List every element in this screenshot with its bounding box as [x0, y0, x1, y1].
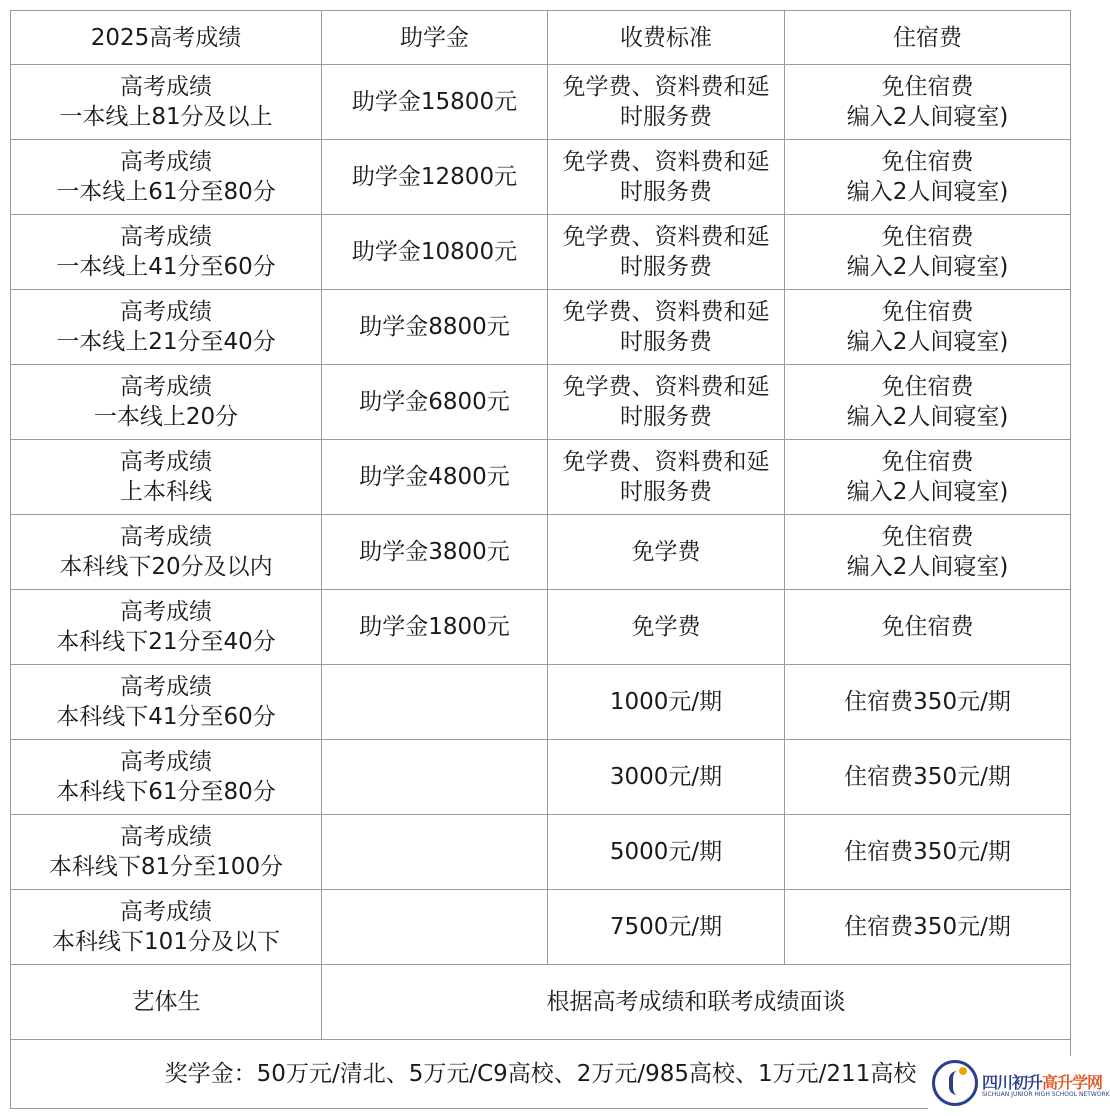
fee-cell [548, 440, 785, 515]
header-grant: 助学金 [322, 11, 548, 65]
lodging-text: 住宿费350元/期 [844, 689, 1011, 715]
score-line-2: 一本线上81分及以上 [59, 104, 273, 130]
scholarship-line: 奖学金：50万元/清北、5万元/C9高校、2万元/985高校、1万元/211高校 [164, 1061, 917, 1087]
score-line-1: 高考成绩 [120, 674, 212, 700]
art-label: 艺体生 [11, 965, 322, 1040]
fee-text: 1000元/期 [609, 689, 723, 715]
table-row [11, 665, 1071, 740]
fee-line-1: 免学费、资料费和延 [562, 449, 770, 475]
lodging-line-2: 编入2人间寝室) [846, 554, 1009, 580]
lodging-text: 住宿费350元/期 [844, 839, 1011, 865]
score-line-1: 高考成绩 [120, 524, 212, 550]
fee-text: 免学费 [631, 614, 701, 640]
score-line-1: 高考成绩 [120, 449, 212, 475]
fee-cell [548, 890, 785, 965]
lodging-text: 住宿费350元/期 [844, 764, 1011, 790]
fee-line-2: 时服务费 [620, 404, 712, 430]
table-row [11, 65, 1071, 140]
score-line-2: 本科线下20分及以内 [59, 554, 273, 580]
fee-cell [548, 290, 785, 365]
score-line-2: 一本线上21分至40分 [56, 329, 276, 355]
table-header-row [11, 11, 1071, 65]
table-row [11, 290, 1071, 365]
fee-table [10, 10, 1071, 1109]
grant-cell [322, 740, 548, 815]
score-line-1: 高考成绩 [120, 224, 212, 250]
fee-cell [548, 515, 785, 590]
score-line-1: 高考成绩 [120, 824, 212, 850]
table-row [11, 515, 1071, 590]
fee-cell [548, 665, 785, 740]
lodging-line-1: 免住宿费 [881, 299, 974, 325]
watermark-subtitle: SICHUAN JUNIOR HIGH SCHOOL NETWORK [982, 1091, 1110, 1098]
table-row [11, 440, 1071, 515]
watermark-title-b: 高升学网 [1042, 1073, 1103, 1092]
score-cell [11, 515, 322, 590]
watermark-title [982, 1070, 1102, 1093]
grant-text: 助学金10800元 [351, 239, 518, 265]
grant-cell [322, 515, 548, 590]
header-lodging: 住宿费 [785, 11, 1071, 65]
lodging-cell [785, 365, 1071, 440]
grant-cell [322, 590, 548, 665]
grant-cell [322, 290, 548, 365]
scholarship-text [11, 1040, 1071, 1109]
fee-line-2: 时服务费 [620, 179, 712, 205]
fee-cell [548, 815, 785, 890]
score-cell [11, 740, 322, 815]
lodging-line-1: 免住宿费 [881, 149, 974, 175]
lodging-cell [785, 665, 1071, 740]
table-row [11, 590, 1071, 665]
grant-text: 助学金15800元 [351, 89, 518, 115]
fee-line-2: 时服务费 [620, 254, 712, 280]
fee-line-2: 时服务费 [620, 479, 712, 505]
fee-line-2: 时服务费 [620, 104, 712, 130]
fee-text: 免学费 [631, 539, 701, 565]
score-line-2: 一本线上41分至60分 [56, 254, 276, 280]
score-line-2: 一本线上61分至80分 [56, 179, 276, 205]
lodging-line-2: 编入2人间寝室) [846, 179, 1009, 205]
lodging-line-1: 免住宿费 [881, 374, 974, 400]
fee-line-1: 免学费、资料费和延 [562, 74, 770, 100]
fee-text: 7500元/期 [609, 914, 723, 940]
table-row [11, 815, 1071, 890]
header-fee: 收费标准 [548, 11, 785, 65]
fee-cell [548, 365, 785, 440]
score-cell [11, 290, 322, 365]
score-cell [11, 440, 322, 515]
score-line-1: 高考成绩 [120, 599, 212, 625]
lodging-line-2: 编入2人间寝室) [846, 479, 1009, 505]
lodging-cell [785, 65, 1071, 140]
grant-cell [322, 815, 548, 890]
fee-cell [548, 215, 785, 290]
table-row [11, 140, 1071, 215]
grant-cell [322, 65, 548, 140]
watermark-title-a: 四川初升 [982, 1073, 1043, 1092]
score-line-1: 高考成绩 [120, 749, 212, 775]
grant-cell [322, 215, 548, 290]
table-row [11, 740, 1071, 815]
lodging-cell [785, 890, 1071, 965]
lodging-text: 免住宿费 [881, 614, 974, 640]
fee-line-1: 免学费、资料费和延 [562, 149, 770, 175]
lodging-cell [785, 140, 1071, 215]
score-line-2: 本科线下21分至40分 [56, 629, 276, 655]
score-line-1: 高考成绩 [120, 374, 212, 400]
lodging-text: 住宿费350元/期 [844, 914, 1011, 940]
fee-cell [548, 740, 785, 815]
score-cell [11, 665, 322, 740]
score-cell [11, 140, 322, 215]
fee-line-1: 免学费、资料费和延 [562, 224, 770, 250]
lodging-line-1: 免住宿费 [881, 524, 974, 550]
score-cell [11, 365, 322, 440]
lodging-cell [785, 515, 1071, 590]
art-row [11, 965, 1071, 1040]
lodging-line-1: 免住宿费 [881, 449, 974, 475]
watermark-logo [928, 1056, 1110, 1112]
grant-text: 助学金6800元 [359, 389, 510, 415]
score-line-1: 高考成绩 [120, 299, 212, 325]
fee-table-body [11, 11, 1071, 1109]
grant-cell [322, 440, 548, 515]
logo-dot-icon [959, 1067, 967, 1075]
score-cell [11, 65, 322, 140]
lodging-cell [785, 815, 1071, 890]
grant-cell [322, 890, 548, 965]
score-line-2: 一本线上20分 [93, 404, 239, 430]
lodging-line-1: 免住宿费 [881, 224, 974, 250]
grant-cell [322, 140, 548, 215]
score-cell [11, 890, 322, 965]
lodging-line-1: 免住宿费 [881, 74, 974, 100]
fee-text: 3000元/期 [609, 764, 723, 790]
fee-text: 5000元/期 [609, 839, 723, 865]
lodging-cell [785, 215, 1071, 290]
lodging-line-2: 编入2人间寝室) [846, 404, 1009, 430]
table-row [11, 365, 1071, 440]
score-cell [11, 215, 322, 290]
fee-line-1: 免学费、资料费和延 [562, 299, 770, 325]
grant-cell [322, 665, 548, 740]
logo-emblem-icon [932, 1060, 978, 1106]
lodging-line-2: 编入2人间寝室) [846, 329, 1009, 355]
score-line-1: 高考成绩 [120, 899, 212, 925]
art-note: 根据高考成绩和联考成绩面谈 [322, 965, 1071, 1040]
score-line-2: 本科线下61分至80分 [56, 779, 276, 805]
fee-line-2: 时服务费 [620, 329, 712, 355]
score-line-2: 本科线下41分至60分 [56, 704, 276, 730]
lodging-cell [785, 740, 1071, 815]
grant-cell [322, 365, 548, 440]
score-line-2: 上本科线 [120, 479, 212, 505]
grant-text: 助学金4800元 [359, 464, 510, 490]
fee-cell [548, 140, 785, 215]
header-score: 2025高考成绩 [11, 11, 322, 65]
score-line-1: 高考成绩 [120, 149, 212, 175]
grant-text: 助学金1800元 [359, 614, 510, 640]
grant-text: 助学金3800元 [359, 539, 510, 565]
fee-line-1: 免学费、资料费和延 [562, 374, 770, 400]
score-line-2: 本科线下101分及以下 [52, 929, 280, 955]
scholarship-row [11, 1040, 1071, 1109]
fee-cell [548, 590, 785, 665]
score-cell [11, 590, 322, 665]
score-line-2: 本科线下81分至100分 [48, 854, 284, 880]
table-row [11, 215, 1071, 290]
score-line-1: 高考成绩 [120, 74, 212, 100]
fee-cell [548, 65, 785, 140]
grant-text: 助学金12800元 [351, 164, 518, 190]
grant-text: 助学金8800元 [359, 314, 510, 340]
lodging-line-2: 编入2人间寝室) [846, 104, 1009, 130]
lodging-cell [785, 590, 1071, 665]
lodging-cell [785, 440, 1071, 515]
table-row [11, 890, 1071, 965]
lodging-line-2: 编入2人间寝室) [846, 254, 1009, 280]
score-cell [11, 815, 322, 890]
lodging-cell [785, 290, 1071, 365]
